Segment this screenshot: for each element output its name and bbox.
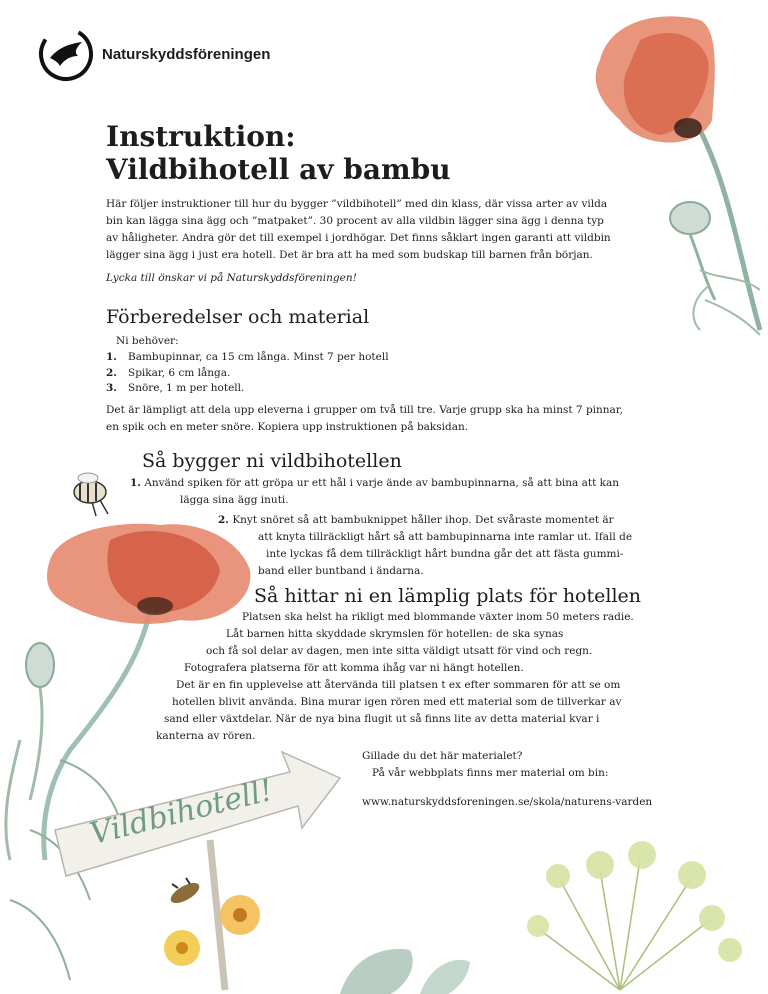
build-heading: Så bygger ni vildbihotellen xyxy=(142,450,402,472)
preparations-note: Det är lämpligt att dela upp eleverna i grupper om två till tre. Varje grupp ska ha minst 7 pinnar, en spik och en meter snöre. Kopiera upp instruktionen på baksidan. xyxy=(106,404,624,433)
list-item: 3. Snöre, 1 m per hotell. xyxy=(106,382,245,394)
sign-lettering: Vildbihotell! xyxy=(86,772,277,853)
list-item: 2. Spikar, 6 cm långa. xyxy=(106,366,231,379)
greeting: Lycka till önskar vi på Naturskyddsföreningen! xyxy=(106,272,357,284)
needs-label: Ni behöver: xyxy=(116,335,179,347)
poppy-top-illustration xyxy=(596,16,760,335)
umbel-illustration xyxy=(527,841,742,990)
intro-text xyxy=(106,196,666,287)
build-step-1: 1. Använd spiken för att gröpa ur ett hål i varje ände av bambupinnarna, så att bina att kan lägga sina ägg inuti. xyxy=(130,477,620,506)
footer-line-1: Gillade du det här materialet? xyxy=(362,750,523,762)
place-heading: Så hittar ni en lämplig plats för hotellen xyxy=(254,585,642,607)
intro-line: Här följer instruktioner till hur du bygger ”vildbihotell” med din klass, där vissa arter av vilda xyxy=(106,198,608,210)
place-text: Platsen ska helst ha rikligt med blommande växter inom 50 meters radie. Låt barnen hitta skyddade skrymslen för hotellen: de ska synas och få sol delar av dagen, men inte sitta väldigt utsatt för vind och regn. Fotografera platserna för att komma ihåg var ni hängt hotellen. xyxy=(184,611,634,674)
page-title xyxy=(106,120,451,186)
build-step-2: 2. Knyt snöret så att bambuknippet håller ihop. Det svåraste momentet är att knyta tillräckligt hårt så att bambupinnarna inte ramlar ut. Ifall de inte lyckas få dem tillräckligt hårt bundna går det att fästa gummi- band eller buntband i ändarna. xyxy=(218,514,633,577)
intro-line: av håligheter. Andra gör det till exempel i jordhögar. Det finns såklart ingen garanti att vildbin xyxy=(106,232,611,244)
material-list xyxy=(106,350,389,397)
bird-logo-icon xyxy=(38,26,94,82)
brand xyxy=(38,26,270,82)
leaves-illustration xyxy=(340,949,470,994)
footer-link[interactable]: www.naturskyddsforeningen.se/skola/naturens-varden xyxy=(362,796,653,808)
list-item: 1. Bambupinnar, ca 15 cm långa. Minst 7 per hotell xyxy=(106,351,389,363)
intro-line: bin kan lägga sina ägg och ”matpaket”. 30 procent av alla vildbin lägger sina ägg i denna typ xyxy=(106,215,604,227)
intro-line: lägger sina ägg i just era hotell. Det är bra att ha med som budskap till barnen från början. xyxy=(106,249,593,261)
place-text-2: Det är en fin upplevelse att återvända till platsen t ex efter sommaren för att se om hotellen blivit använda. Bina murar igen rören med ett material som de tillverkar av sand eller växtdelar. När de nya bina flugit ut så finns lite av detta material kvar i kanterna av rören. xyxy=(156,679,622,742)
footer xyxy=(362,748,652,811)
title-line-1: Instruktion: xyxy=(106,120,296,153)
footer-line-2: På vår webbplats finns mer material om bin: xyxy=(372,767,609,779)
preparations-heading: Förberedelser och material xyxy=(106,306,370,328)
brand-name: Naturskyddsföreningen xyxy=(102,45,271,63)
bee-illustration xyxy=(74,473,108,516)
title-line-2: Vildbihotell av bambu xyxy=(106,153,451,186)
